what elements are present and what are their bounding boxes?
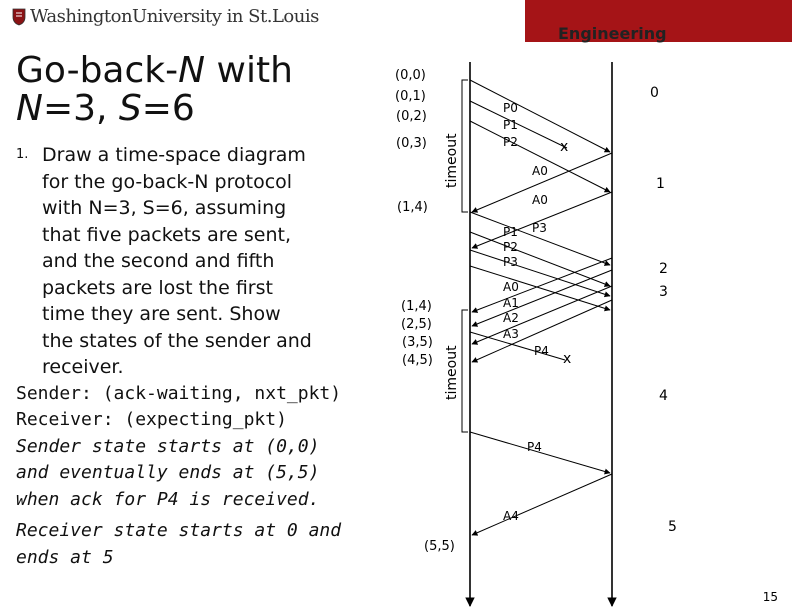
arrow-a2 [472,286,612,344]
packet-label: P3 [503,255,518,269]
receiver-state: 2 [659,261,668,277]
arrow-p3-first [470,232,610,286]
title-part: =6 [141,88,195,129]
item-line: the states of the sender and [42,329,312,352]
item-line: for the go-back-N protocol [42,170,293,193]
packet-label: P0 [503,101,518,115]
ack-label: A0 [503,280,519,294]
sender-state: (5,5) [424,539,455,554]
sender-state: (1,4) [401,299,432,314]
packet-label: P2 [503,240,518,254]
packet-label: P3 [532,221,547,235]
timeout-label: timeout [444,345,460,400]
arrow-a4 [472,474,612,535]
sender-state: (2,5) [401,317,432,332]
packet-label: P2 [503,135,518,149]
sender-state: (0,1) [395,89,426,104]
arrow-p1-lost [470,101,567,148]
receiver-states [650,85,677,535]
item-line: receiver. [42,356,124,378]
italic-note-line: Sender state starts at (0,0) [16,435,320,457]
title-part-n2: N [16,88,43,129]
title-part: Go-back- [16,50,179,91]
italic-note-line: when ack for P4 is received. [16,488,320,510]
timeout-bracket-2 [462,310,468,432]
labels-final [503,440,542,523]
receiver-definition: Receiver: (expecting_pkt) [16,409,287,430]
italic-note-line: Receiver state starts at 0 and [16,520,342,541]
title-part-s: S [118,88,142,129]
loss-mark: x [563,351,572,367]
packet-label: P1 [503,225,518,239]
item-line: packets are lost the first [42,276,273,299]
italic-note-line: ends at 5 [16,546,114,568]
sender-definition: Sender: (ack-waiting, nxt_pkt) [16,382,342,404]
timeout-label: timeout [444,133,460,188]
ack-label: A0 [532,193,548,207]
receiver-state: 0 [650,85,659,101]
arrow-p0 [470,80,610,152]
packet-label: P4 [527,440,542,454]
sender-state: (0,0) [395,68,426,83]
school-name: Engineering [558,24,667,43]
loss-mark: x [560,139,569,155]
item-line: with N=3, S=6, assuming [42,197,287,219]
sender-state: (1,4) [397,200,428,215]
packet-label: P1 [503,118,518,132]
timeout-bracket-1 [462,80,468,212]
ack-label: A2 [503,311,519,325]
sender-state: (0,2) [396,109,427,124]
receiver-state: 4 [659,388,668,404]
title-part: with [205,50,293,91]
sender-state: (4,5) [402,353,433,368]
ack-label: A0 [532,164,548,178]
receiver-state: 3 [659,284,668,300]
receiver-state: 1 [656,176,665,192]
page-number: 15 [762,590,778,604]
ack-label: A1 [503,296,519,310]
item-line: and the second and fifth [42,250,275,272]
receiver-state: 5 [668,519,677,535]
sender-state: (3,5) [402,335,433,350]
italic-note-line: and eventually ends at (5,5) [16,462,320,483]
item-line: time they are sent. Show [42,303,281,325]
title-part: =3, [42,88,119,129]
item-line: that five packets are sent, [42,223,292,246]
sender-state: (0,3) [396,136,427,151]
university-name: WashingtonUniversity in St.Louis [30,6,319,27]
arrow-a1 [472,270,612,326]
item-number: 1. [16,147,29,162]
item-line: Draw a time-space diagram [42,144,306,166]
packet-label: P4 [534,344,549,358]
arrow-p2 [470,121,610,192]
ack-label: A4 [503,509,519,523]
ack-label: A3 [503,327,519,341]
title-part-n: N [178,50,206,91]
